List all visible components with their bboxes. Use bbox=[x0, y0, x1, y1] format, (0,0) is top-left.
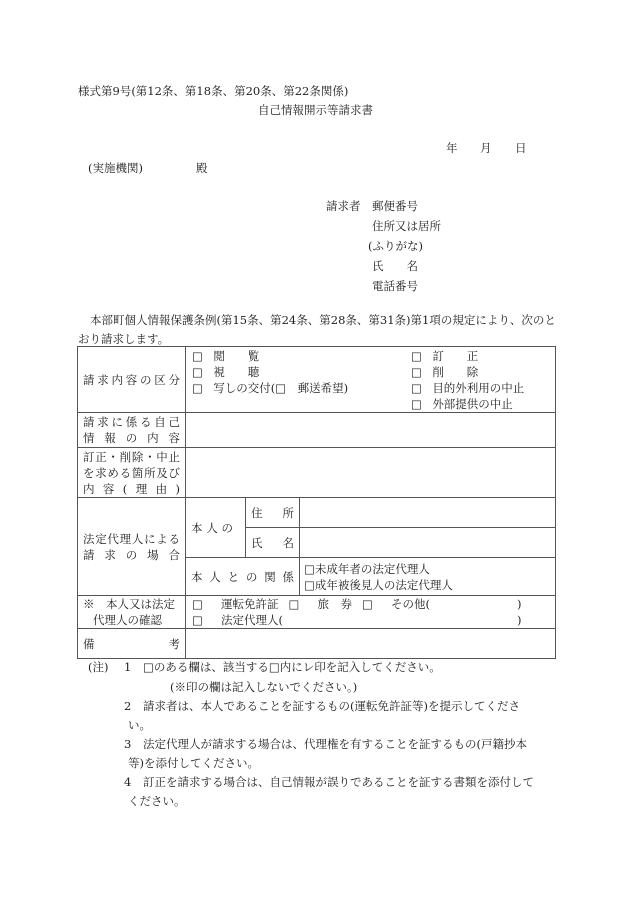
row-verification bbox=[78, 596, 556, 629]
form-number: 様式第9号(第12条、第18条、第20条、第22条関係) bbox=[78, 84, 349, 98]
requester-label: 請求者 bbox=[326, 199, 361, 213]
proxy-label: 法定代理人による 請求の場合 bbox=[78, 498, 186, 596]
correction-field[interactable] bbox=[186, 448, 556, 498]
checkbox[interactable]: □ bbox=[411, 349, 422, 363]
date-day-label: 日 bbox=[515, 141, 527, 155]
note-1-sub: (※印の欄は記入しないでください。) bbox=[170, 680, 358, 694]
checkbox-other[interactable]: □ bbox=[362, 597, 373, 611]
intro-paragraph: 本部町個人情報保護条例(第15条、第24条、第28条、第31条)第1項の規定により、次のとおり請求します。 bbox=[78, 313, 556, 346]
proxy-close-paren: ) bbox=[517, 613, 522, 627]
remarks-label-left: 備 bbox=[83, 636, 95, 651]
note-2-number: 2 bbox=[124, 699, 132, 713]
note-3-number: 3 bbox=[124, 737, 132, 751]
remarks-field[interactable] bbox=[186, 629, 556, 659]
relationship-ward-option[interactable]: □成年被後見人の法定代理人 bbox=[304, 577, 453, 592]
info-content-label: 請求に係る自己 情報の内容 bbox=[78, 413, 186, 448]
note-4-cont: ください。 bbox=[128, 794, 186, 808]
principal-address-field[interactable] bbox=[300, 498, 556, 528]
request-form-table bbox=[77, 346, 556, 659]
form-title: 自己情報開示等請求書 bbox=[258, 103, 373, 117]
note-4-text: 訂正を請求する場合は、自己情報が誤りであることを証する書類を添付して bbox=[143, 775, 534, 789]
proxy-verify-label: 法定代理人( bbox=[221, 613, 283, 627]
row-info-content bbox=[78, 413, 556, 448]
address-label: 住所又は居所 bbox=[372, 219, 441, 233]
checkbox-proxy[interactable]: □ bbox=[192, 613, 203, 627]
note-1-number: 1 bbox=[124, 660, 132, 674]
furigana-label: (ふりがな) bbox=[368, 239, 423, 253]
checkbox[interactable]: □ bbox=[192, 365, 203, 379]
note-3-cont: 等)を添付してください。 bbox=[128, 756, 259, 770]
info-content-field[interactable] bbox=[186, 413, 556, 448]
relationship-label: 本人との関係 bbox=[186, 558, 300, 596]
license-label: 運転免許証 bbox=[221, 597, 279, 611]
checkbox[interactable]: □ bbox=[192, 381, 203, 395]
option-correct[interactable]: □ 訂 正 bbox=[411, 349, 479, 363]
principal-name-label: 氏 名 bbox=[246, 528, 300, 558]
row-proxy-address bbox=[78, 498, 556, 528]
checkbox[interactable]: □ bbox=[192, 349, 203, 363]
phone-label: 電話番号 bbox=[372, 279, 418, 293]
request-type-label: 請求内容の区分 bbox=[78, 347, 186, 413]
checkbox[interactable]: □ bbox=[411, 397, 422, 411]
requester-fields bbox=[368, 199, 441, 301]
date-year-label: 年 bbox=[446, 141, 458, 155]
option-copy[interactable]: □ 写しの交付(□ 郵送希望) bbox=[192, 381, 349, 395]
checkbox[interactable]: □ bbox=[411, 365, 422, 379]
row-correction bbox=[78, 448, 556, 498]
relationship-minor-option[interactable]: □未成年者の法定代理人 bbox=[304, 561, 430, 576]
note-2-cont: い。 bbox=[128, 718, 151, 732]
remarks-label-right: 考 bbox=[168, 636, 180, 651]
principal-name-field[interactable] bbox=[300, 528, 556, 558]
row-remarks bbox=[78, 629, 556, 659]
agency-honorific: 殿 bbox=[196, 161, 208, 175]
name-label: 氏 名 bbox=[372, 259, 418, 273]
other-close-paren: ) bbox=[517, 597, 522, 611]
note-3-text: 法定代理人が請求する場合は、代理権を有することを証するもの(戸籍抄本 bbox=[143, 737, 527, 751]
agency-label: (実施機関) bbox=[88, 161, 143, 175]
verification-label: ※ 本人又は法定 代理人の確認 bbox=[78, 596, 186, 629]
option-view[interactable]: □ 閲 覧 bbox=[192, 349, 260, 363]
postal-code-label: 郵便番号 bbox=[372, 199, 418, 213]
principal-label: 本人の bbox=[186, 498, 246, 558]
passport-label: 旅 券 bbox=[317, 597, 352, 611]
note-2-text: 請求者は、本人であることを証するもの(運転免許証等)を提示してくださ bbox=[143, 699, 520, 713]
checkbox-license[interactable]: □ bbox=[192, 597, 203, 611]
note-4-number: 4 bbox=[124, 775, 132, 789]
other-label: その他( bbox=[391, 597, 430, 611]
option-listen[interactable]: □ 視 聴 bbox=[192, 365, 260, 379]
date-month-label: 月 bbox=[480, 141, 492, 155]
option-stop-provision[interactable]: □ 外部提供の中止 bbox=[411, 397, 513, 411]
option-stop-use[interactable]: □ 目的外利用の中止 bbox=[411, 381, 525, 395]
checkbox-passport[interactable]: □ bbox=[288, 597, 300, 611]
notes-prefix: (注) bbox=[88, 660, 109, 674]
checkbox[interactable]: □ bbox=[411, 381, 422, 395]
note-1-text: □のある欄は、該当する□内にレ印を記入してください。 bbox=[143, 660, 441, 674]
option-delete[interactable]: □ 削 除 bbox=[411, 365, 479, 379]
row-request-type bbox=[78, 347, 556, 413]
principal-address-label: 住 所 bbox=[246, 498, 300, 528]
correction-label: 訂正・削除・中止 を求める箇所及び 内容(理由) bbox=[78, 448, 186, 498]
